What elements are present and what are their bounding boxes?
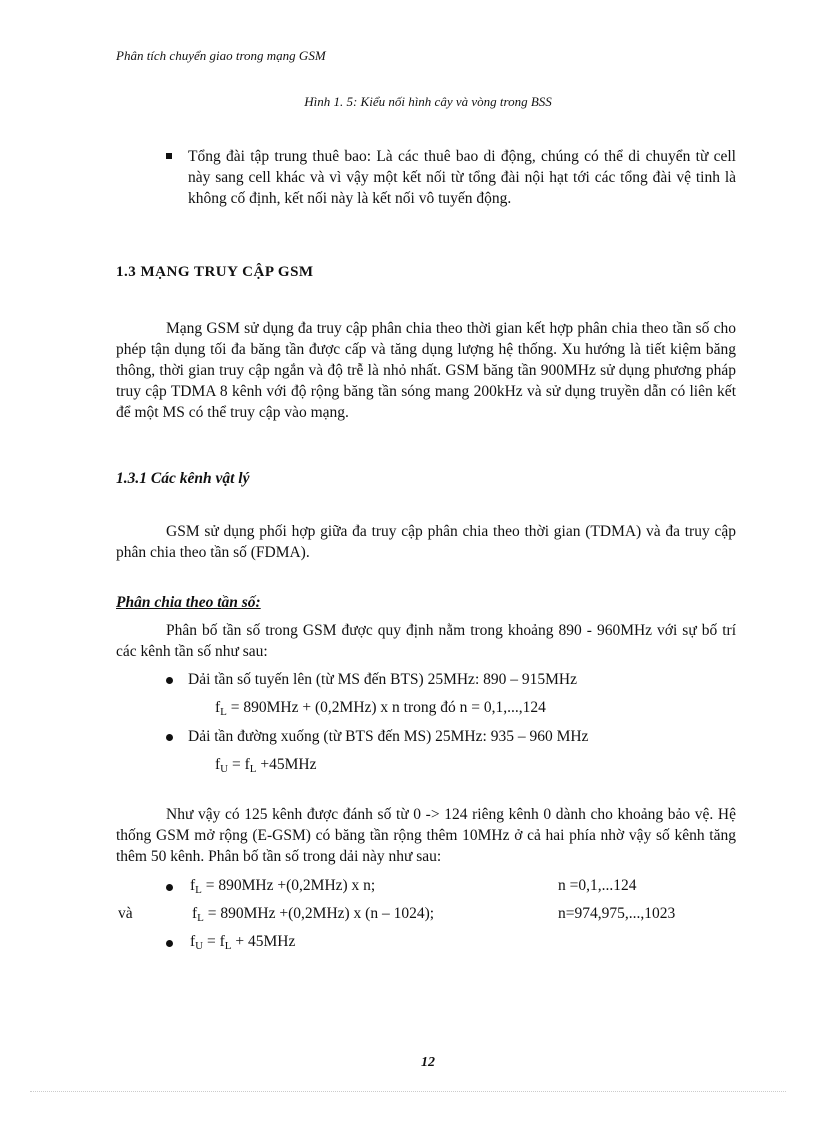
section-heading: 1.3 MẠNG TRUY CẬP GSM [116, 264, 314, 280]
formula-rest: +45MHz [256, 756, 317, 773]
formula-subscript: L [197, 912, 204, 924]
figure-caption: Hình 1. 5: Kiểu nối hình cây và vòng trong BSS [304, 94, 552, 109]
connector-text: và [118, 905, 133, 922]
formula-rest: + 45MHz [231, 933, 296, 950]
intro-bullet-text: Tổng đài tập trung thuê bao: Là các thuê bao di động, chúng có thể di chuyển từ cell này sang cell khác và vì vậy một kết nối từ tổng đài nội hạt tới các tổng đài vệ tinh là không cố định, kết nối này là kết nối vô tuyến động. [188, 148, 736, 207]
formula-symbol: f [192, 905, 198, 922]
formula-rest: = 890MHz +(0,2MHz) x (n – 1024); [203, 905, 435, 922]
egsm-range-1: n =0,1,...124 [558, 877, 637, 894]
egsm-equation-1 [190, 876, 375, 900]
downlink-formula [215, 755, 317, 779]
bullet-dot-icon [166, 940, 173, 947]
square-bullet-icon [166, 153, 172, 159]
formula-symbol: f [215, 756, 221, 773]
formula-symbol: f [215, 699, 221, 716]
footer-divider [30, 1091, 786, 1092]
egsm-equation-3 [190, 932, 295, 956]
subsection-paragraph: GSM sử dụng phối hợp giữa đa truy cập phân chia theo thời gian (TDMA) và đa truy cập phân chia theo tần số (FDMA). [116, 523, 736, 561]
uplink-formula [215, 698, 546, 722]
fdma-intro: Phân bố tần số trong GSM được quy định nằm trong khoảng 890 - 960MHz với sự bố trí các kênh tần số như sau: [116, 622, 736, 660]
formula-equals: = f [228, 756, 250, 773]
downlink-label: Dải tần đường xuống (từ BTS đến MS) 25MHz: 935 – 960 MHz [188, 728, 589, 745]
uplink-label: Dải tần số tuyến lên (từ MS đến BTS) 25MHz: 890 – 915MHz [188, 671, 577, 688]
page-number: 12 [421, 1055, 435, 1070]
formula-subscript: L [195, 884, 202, 896]
fdma-heading: Phân chia theo tần số: [116, 594, 261, 611]
formula-subscript: U [220, 763, 229, 775]
running-header: Phân tích chuyển giao trong mạng GSM [116, 48, 326, 63]
formula-symbol: f [190, 877, 196, 894]
formula-subscript: L [220, 706, 227, 718]
formula-rest: = 890MHz + (0,2MHz) x n trong đó n = 0,1,...,124 [226, 699, 546, 716]
egsm-paragraph: Như vậy có 125 kênh được đánh số từ 0 -> 124 riêng kênh 0 dành cho khoảng bảo vệ. Hệ thống GSM mở rộng (E-GSM) có băng tần rộng thêm 10MHz ở cả hai phía nhờ vậy số kênh tăng thêm 50 kênh. Phân bố tần số trong dải này như sau: [116, 806, 736, 865]
bullet-dot-icon [166, 677, 173, 684]
egsm-equation-2 [192, 904, 434, 928]
formula-rest: = 890MHz +(0,2MHz) x n; [201, 877, 376, 894]
section-paragraph: Mạng GSM sử dụng đa truy cập phân chia theo thời gian kết hợp phân chia theo tần số cho phép tận dụng tối đa băng tần được cấp và tăng dụng lượng hệ thống. Xu hướng là tiết kiệm băng thông, thời gian truy cập ngắn và độ trễ là nhỏ nhất. GSM băng tần 900MHz sử dụng phương pháp truy cập TDMA 8 kênh với độ rộng băng tần sóng mang 200kHz và sử dụng truyền dẫn có liên kết để một MS có thể truy cập vào mạng. [116, 320, 736, 421]
egsm-range-2: n=974,975,...,1023 [558, 905, 676, 922]
formula-subscript: L [224, 940, 232, 952]
bullet-dot-icon [166, 734, 173, 741]
bullet-dot-icon [166, 884, 173, 891]
formula-subscript: L [249, 763, 257, 775]
formula-symbol: f [190, 933, 196, 950]
formula-subscript: U [195, 940, 204, 952]
subsection-heading: 1.3.1 Các kênh vật lý [116, 470, 250, 487]
formula-equals: = f [203, 933, 225, 950]
